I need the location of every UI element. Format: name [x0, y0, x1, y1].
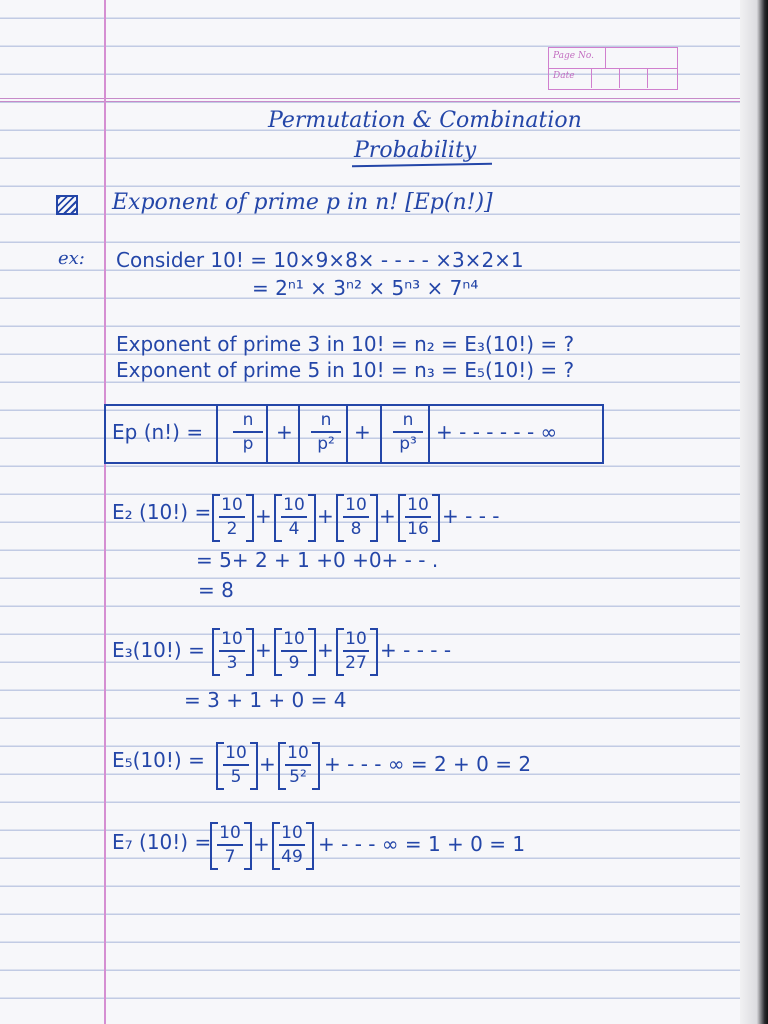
plus-sign: +: [379, 504, 396, 528]
page-no-row: [549, 48, 677, 69]
fraction-bar: [393, 431, 423, 433]
denominator: 4: [288, 518, 300, 539]
plus-sign: +: [259, 752, 276, 776]
formula-tail: + - - - - - - ∞: [436, 420, 558, 444]
fraction-bar: [343, 516, 369, 518]
right-bracket: [306, 822, 314, 870]
right-bracket: [312, 742, 320, 790]
e5-lhs: E₅(10!) =: [112, 748, 205, 772]
floor-fraction: [216, 495, 248, 539]
header-rule-2: [0, 101, 768, 102]
numerator: 10: [221, 629, 243, 649]
plus-sign: +: [276, 420, 293, 444]
floor-fraction: [402, 495, 434, 539]
formula-divider: [216, 406, 218, 462]
numerator: n: [242, 410, 254, 430]
example-label: ex:: [58, 248, 85, 269]
right-bracket: [370, 494, 378, 542]
numerator: 10: [287, 743, 309, 763]
denominator: 5: [230, 766, 242, 787]
notebook-spine: [740, 0, 768, 1024]
e2-step-1: = 5+ 2 + 1 +0 +0+ - - .: [196, 548, 439, 572]
floor-fraction: [340, 629, 372, 673]
plus-sign: +: [317, 638, 334, 662]
formula-divider: [380, 406, 382, 462]
formula-divider: [266, 406, 268, 462]
denominator: 2: [226, 518, 238, 539]
margin-line: [104, 0, 106, 1024]
plus-sign: +: [354, 420, 371, 444]
numerator: 10: [221, 495, 243, 515]
denominator: p²: [317, 433, 335, 454]
denominator: p: [242, 433, 254, 454]
formula-divider: [298, 406, 300, 462]
exponent-5-line: Exponent of prime 5 in 10! = n₃ = E₅(10!) = ?: [116, 358, 575, 382]
header-rule: [0, 98, 768, 99]
series-tail: + - - - ∞ = 1 + 0 = 1: [318, 832, 526, 856]
page-date-box: [548, 47, 678, 90]
denominator: 8: [350, 518, 362, 539]
denominator: 27: [345, 652, 367, 673]
floor-fraction: [214, 823, 246, 867]
denominator: 9: [288, 652, 300, 673]
right-bracket: [308, 628, 316, 676]
cell-divider: [591, 68, 592, 88]
date-label: Date: [553, 71, 575, 81]
example-line-1: Consider 10! = 10×9×8× - - - - ×3×2×1: [116, 248, 524, 272]
example-line-2: = 2ⁿ¹ × 3ⁿ² × 5ⁿ³ × 7ⁿ⁴: [252, 276, 479, 300]
e2-lhs: E₂ (10!) =: [112, 500, 212, 524]
date-row: [549, 68, 677, 88]
fraction-bar: [285, 764, 311, 766]
series-tail: + - - -: [442, 504, 500, 528]
denominator: 7: [224, 846, 236, 867]
fraction-bar: [219, 650, 245, 652]
e2-step-2: = 8: [198, 578, 234, 602]
legendre-formula-box: [104, 404, 604, 464]
title-line-1: Permutation & Combination: [268, 108, 582, 133]
floor-fraction: [216, 629, 248, 673]
cell-divider: [619, 68, 620, 88]
plus-sign: +: [255, 638, 272, 662]
series-tail: + - - - -: [380, 638, 452, 662]
formula-term-2: [308, 410, 344, 454]
plus-sign: +: [255, 504, 272, 528]
floor-fraction: [276, 823, 308, 867]
denominator: 5²: [289, 766, 307, 787]
exponent-3-line: Exponent of prime 3 in 10! = n₂ = E₃(10!) = ?: [116, 332, 575, 356]
section-heading: Exponent of prime p in n! [Ep(n!)]: [112, 190, 493, 215]
cell-divider: [647, 68, 648, 88]
hatched-square-icon: [56, 195, 78, 215]
e3-lhs: E₃(10!) =: [112, 638, 205, 662]
cell-divider: [605, 48, 606, 68]
floor-fraction: [282, 743, 314, 787]
numerator: 10: [283, 495, 305, 515]
numerator: n: [320, 410, 332, 430]
formula-divider: [346, 406, 348, 462]
plus-sign: +: [317, 504, 334, 528]
fraction-bar: [217, 844, 243, 846]
fraction-bar: [279, 844, 305, 846]
right-bracket: [246, 494, 254, 542]
formula-term-1: [230, 410, 266, 454]
numerator: 10: [345, 495, 367, 515]
right-bracket: [432, 494, 440, 542]
title-line-2: Probability: [354, 138, 477, 163]
numerator: 10: [225, 743, 247, 763]
denominator: 3: [226, 652, 238, 673]
page-no-label: Page No.: [553, 51, 594, 61]
plus-sign: +: [253, 832, 270, 856]
right-bracket: [370, 628, 378, 676]
numerator: 10: [281, 823, 303, 843]
e7-lhs: E₇ (10!) =: [112, 830, 212, 854]
denominator: 49: [281, 846, 303, 867]
denominator: 16: [407, 518, 429, 539]
floor-fraction: [278, 495, 310, 539]
numerator: 10: [219, 823, 241, 843]
fraction-bar: [219, 516, 245, 518]
denominator: p³: [399, 433, 417, 454]
numerator: 10: [283, 629, 305, 649]
floor-fraction: [340, 495, 372, 539]
fraction-bar: [223, 764, 249, 766]
numerator: n: [402, 410, 414, 430]
fraction-bar: [405, 516, 431, 518]
e3-step-1: = 3 + 1 + 0 = 4: [184, 688, 347, 712]
right-bracket: [246, 628, 254, 676]
formula-term-3: [390, 410, 426, 454]
fraction-bar: [233, 431, 263, 433]
formula-divider: [428, 406, 430, 462]
numerator: 10: [407, 495, 429, 515]
fraction-bar: [281, 650, 307, 652]
floor-fraction: [278, 629, 310, 673]
fraction-bar: [311, 431, 341, 433]
fraction-bar: [281, 516, 307, 518]
right-bracket: [250, 742, 258, 790]
fraction-bar: [343, 650, 369, 652]
right-bracket: [308, 494, 316, 542]
formula-lhs: Ep (n!) =: [112, 420, 204, 444]
numerator: 10: [345, 629, 367, 649]
series-tail: + - - - ∞ = 2 + 0 = 2: [324, 752, 532, 776]
floor-fraction: [220, 743, 252, 787]
right-bracket: [244, 822, 252, 870]
